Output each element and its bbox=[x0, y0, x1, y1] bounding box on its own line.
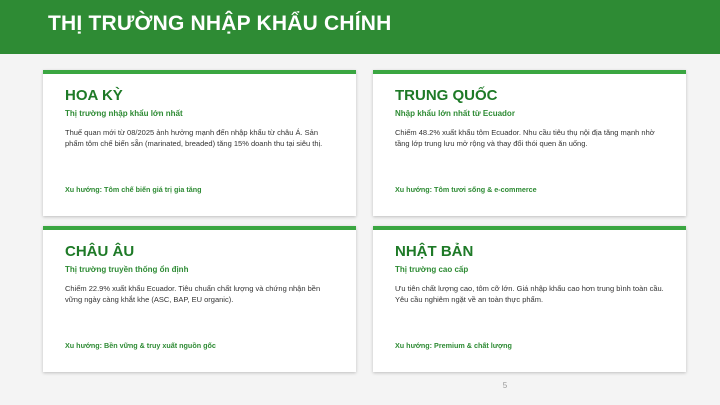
card-title: CHÂU ÂU bbox=[65, 243, 135, 260]
card-trend: Xu hướng: Premium & chất lượng bbox=[395, 341, 512, 350]
card-title: HOA KỲ bbox=[65, 87, 123, 104]
card-title: TRUNG QUỐC bbox=[395, 87, 498, 104]
market-card-usa bbox=[43, 70, 356, 216]
page-number: 5 bbox=[502, 381, 508, 390]
card-body: Chiếm 48.2% xuất khẩu tôm Ecuador. Nhu cầu tiêu thụ nội địa tăng mạnh nhờ tầng lớp trung lưu mở rộng và thay đổi thói quen ăn uống. bbox=[395, 128, 655, 148]
card-subtitle: Thị trường nhập khẩu lớn nhất bbox=[65, 109, 183, 118]
card-subtitle: Thị trường cao cấp bbox=[395, 265, 469, 274]
card-trend: Xu hướng: Bền vững & truy xuất nguồn gốc bbox=[65, 341, 216, 350]
card-trend: Xu hướng: Tôm tươi sống & e-commerce bbox=[395, 185, 537, 194]
card-body: Ưu tiên chất lượng cao, tôm cỡ lớn. Giá nhập khẩu cao hơn trung bình toàn cầu. Yêu cầu nghiêm ngặt về an toàn thực phẩm. bbox=[395, 284, 664, 304]
card-subtitle: Thị trường truyền thống ổn định bbox=[65, 265, 189, 274]
card-title: NHẬT BẢN bbox=[395, 243, 474, 260]
card-subtitle: Nhập khẩu lớn nhất từ Ecuador bbox=[395, 109, 515, 118]
card-trend: Xu hướng: Tôm chế biến giá trị gia tăng bbox=[65, 185, 202, 194]
slide-header bbox=[0, 0, 720, 54]
market-card-japan bbox=[373, 226, 686, 372]
market-card-europe bbox=[43, 226, 356, 372]
card-body: Thuế quan mới từ 08/2025 ảnh hưởng mạnh đến nhập khẩu từ châu Á. Sản phẩm tôm chế biến sẵn (marinated, breaded) tăng 15% doanh thu tại siêu thị. bbox=[65, 128, 323, 148]
page-title: THỊ TRƯỜNG NHẬP KHẨU CHÍNH bbox=[48, 12, 392, 35]
market-card-china bbox=[373, 70, 686, 216]
card-body: Chiếm 22.9% xuất khẩu Ecuador. Tiêu chuẩn chất lượng và chứng nhận bền vững ngày càng khắt khe (ASC, BAP, EU organic). bbox=[65, 284, 321, 304]
